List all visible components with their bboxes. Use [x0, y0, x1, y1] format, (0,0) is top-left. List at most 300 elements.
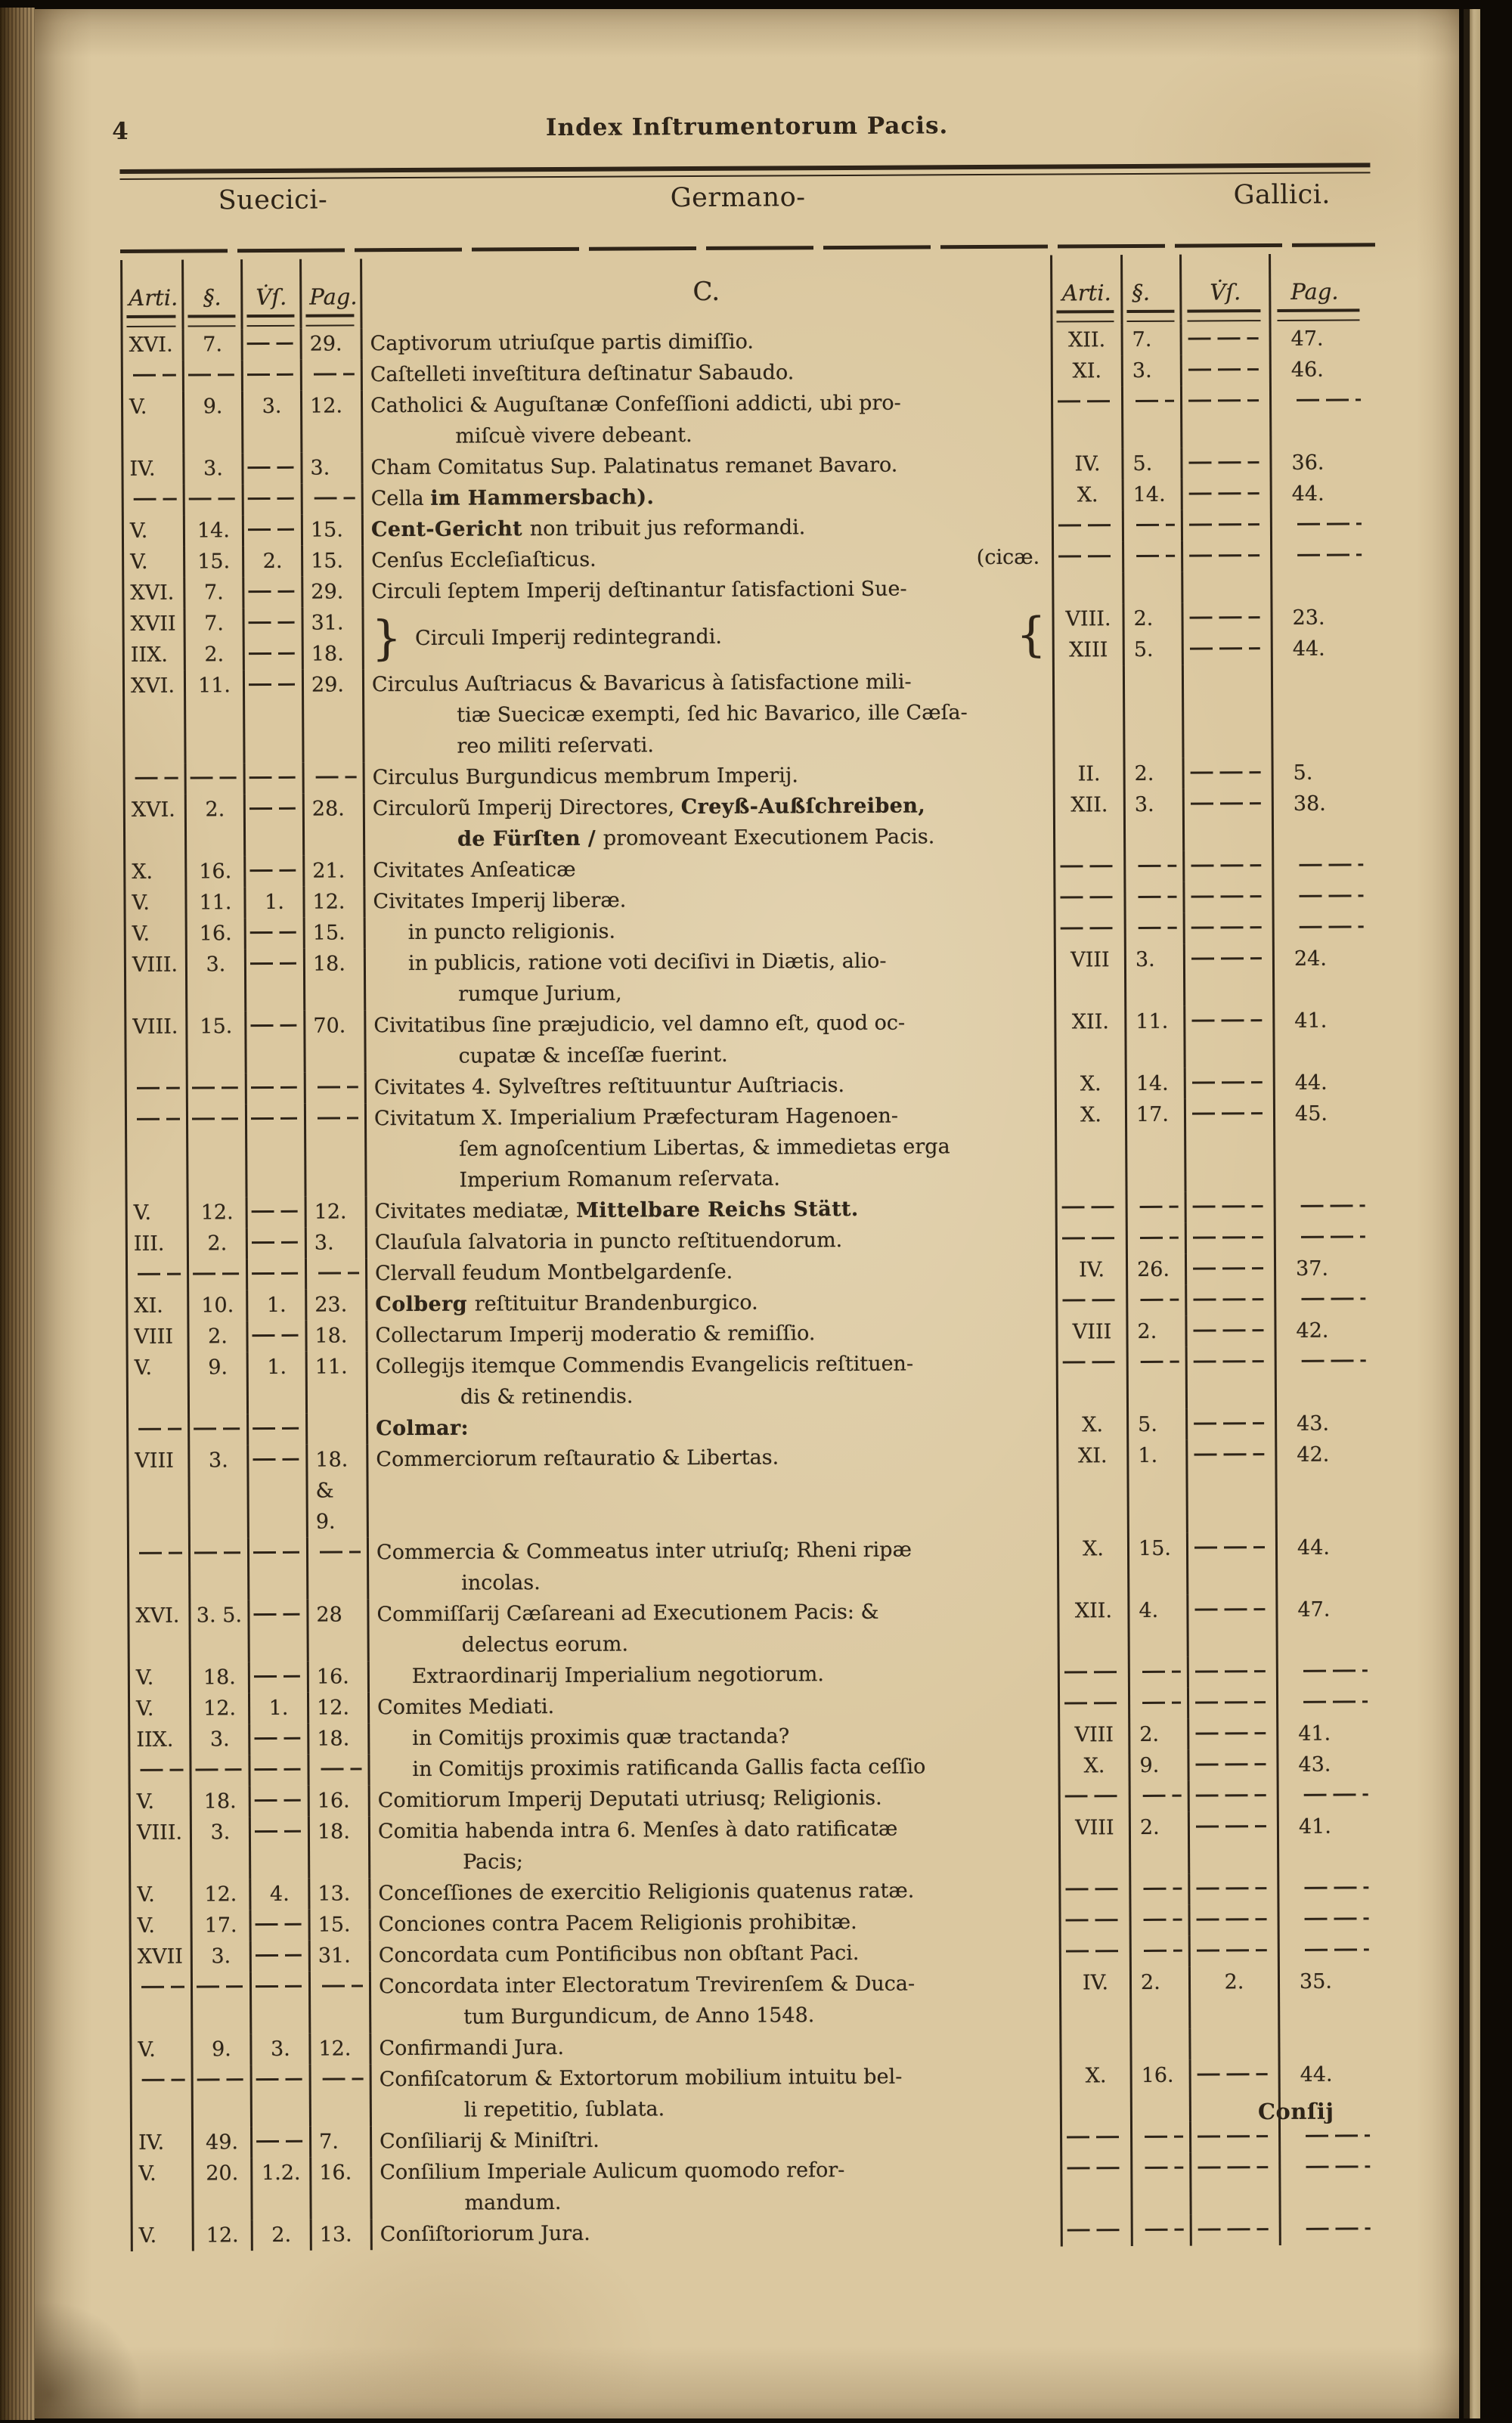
- right-paragraph-cell: [1126, 944, 1185, 1006]
- right-pag-cell: [1279, 1780, 1377, 1811]
- entry-line: [368, 1410, 1056, 1445]
- cell-value: 41.: [1294, 1009, 1328, 1033]
- left-pag-cell: [310, 1909, 370, 1940]
- right-versus-cell: [1187, 1284, 1276, 1316]
- entry-line: [367, 1193, 1055, 1228]
- cell-value: 16.: [316, 1665, 349, 1689]
- dash-mark: [1062, 2153, 1130, 2184]
- dash-mark: [1132, 386, 1180, 417]
- right-arti-cell: [1058, 1719, 1130, 1751]
- cell-value: 12.: [309, 394, 343, 418]
- dash-mark: [1191, 2059, 1278, 2091]
- left-versus-cell: [248, 1321, 307, 1352]
- left-versus-cell: [249, 1352, 308, 1414]
- entry-line: [368, 1348, 1056, 1383]
- dash-mark: [1292, 509, 1371, 541]
- dash-mark: [1182, 324, 1269, 355]
- right-paragraph-cell: [1129, 1347, 1188, 1409]
- right-paragraph-cell: [1126, 789, 1185, 851]
- dash-mark: [247, 1104, 304, 1135]
- index-row: [130, 2059, 1379, 2127]
- entry-text-cell: [370, 1658, 1058, 1693]
- dash-mark: [1058, 1347, 1126, 1378]
- left-paragraph-cell: [193, 2034, 252, 2065]
- left-paragraph-cell: [192, 1786, 251, 1817]
- page-folio: 4: [112, 117, 129, 146]
- running-title: Index Inſtrumentorum Pacis.: [545, 112, 949, 142]
- right-arti-cell: [1058, 1750, 1130, 1782]
- dash-mark: [1058, 1192, 1126, 1223]
- index-row: [125, 1098, 1374, 1198]
- entry-text: Conſiſtoriorum Jura.: [380, 2221, 590, 2247]
- entry-text-cell: [367, 1255, 1055, 1290]
- right-arti-cell: [1054, 913, 1126, 945]
- left-paragraph-cell: [187, 1011, 246, 1073]
- dash-mark: [246, 1011, 303, 1042]
- right-arti-cell: [1051, 386, 1123, 449]
- entry-text-cell: [364, 666, 1053, 763]
- dash-mark: [246, 949, 303, 980]
- left-arti-cell: [122, 485, 185, 516]
- left-versus-cell: [250, 1662, 309, 1693]
- dash-mark: [249, 1445, 305, 1476]
- left-paragraph-cell: [189, 1228, 248, 1259]
- left-pag-cell: [308, 1599, 369, 1661]
- right-paragraph-cell: [1132, 2029, 1191, 2060]
- dash-mark: [243, 453, 300, 484]
- entry-line: [373, 2216, 1061, 2251]
- entry-text: Captivorum utriuſque partis dimiſſio.: [370, 330, 754, 356]
- left-arti-cell: [122, 578, 185, 609]
- cell-value: 44.: [1294, 1071, 1328, 1095]
- right-arti-cell: [1053, 851, 1126, 883]
- entry-line: [367, 1069, 1055, 1104]
- entry-text: Cham Comitatus Sup. Palatinatus remanet Bavaro.: [370, 453, 898, 480]
- column-header-arti-right: Arti.: [1050, 255, 1123, 325]
- left-pag-cell: [311, 2157, 372, 2219]
- cell-value: 41.: [1298, 1814, 1331, 1839]
- entry-text-cell: [372, 2123, 1060, 2158]
- entry-text-cell: [370, 1813, 1058, 1879]
- dash-mark: [1060, 1657, 1128, 1688]
- entry-line: [372, 2185, 1060, 2220]
- entry-line: [367, 1162, 1055, 1197]
- left-paragraph-cell: [187, 887, 246, 918]
- cell-value: 5.: [1293, 761, 1313, 785]
- entry-text-cell: [371, 1968, 1059, 2034]
- right-pag-cell: [1275, 1098, 1374, 1191]
- cell-value: V.: [133, 1201, 152, 1225]
- right-versus-cell: [1182, 448, 1272, 479]
- dash-mark: [1187, 1222, 1274, 1254]
- cell-value: 14.: [1136, 1071, 1169, 1095]
- dash-mark: [1185, 851, 1272, 882]
- left-pag-cell: [311, 1971, 371, 2033]
- left-pag-cell: [309, 1661, 370, 1692]
- dash-mark: [1061, 1874, 1129, 1905]
- entry-line: [367, 1286, 1055, 1321]
- dash-mark: [1136, 913, 1183, 944]
- left-pag-cell: [302, 359, 363, 390]
- dash-mark: [318, 1971, 369, 2002]
- table-header-row: [120, 253, 1369, 330]
- entry-line: [363, 418, 1051, 453]
- cell-value: 36.: [1291, 451, 1325, 475]
- cell-value: 35.: [1299, 1969, 1333, 1994]
- right-paragraph-cell: [1131, 1781, 1190, 1812]
- left-paragraph-cell: [190, 1445, 249, 1538]
- right-paragraph-cell: [1124, 572, 1183, 603]
- cell-value: XI.: [1078, 1444, 1108, 1468]
- left-arti-cell: [125, 1291, 189, 1321]
- entry-text-cell: [365, 759, 1053, 794]
- index-table: [120, 253, 1380, 2251]
- cell-value: 47.: [1290, 327, 1324, 351]
- entry-text: Civitatum X. Imperialium Præfecturam Hagenoen-: [373, 1104, 899, 1131]
- left-arti-cell: [122, 516, 185, 547]
- entry-text: mandum.: [464, 2190, 562, 2215]
- dash-mark: [1299, 1873, 1377, 1904]
- left-versus-cell: [253, 2065, 311, 2127]
- entry-text: reſtituitur Brandenburgico.: [474, 1291, 758, 1316]
- right-versus-cell: [1182, 324, 1272, 355]
- right-versus-cell: [1183, 510, 1272, 541]
- dash-mark: [251, 1910, 308, 1941]
- left-pag-cell: [308, 1413, 368, 1444]
- dash-mark: [1191, 2121, 1278, 2153]
- right-arti-cell: [1053, 882, 1126, 914]
- entry-text: in Comitijs proximis ratificanda Gallis facta ceſſio: [412, 1755, 926, 1782]
- left-versus-cell: [244, 608, 303, 670]
- left-versus-cell: [243, 391, 302, 453]
- cell-value: 11.: [314, 1355, 348, 1379]
- cell-value: 12.: [317, 1696, 350, 1720]
- cell-value: XII.: [1070, 793, 1108, 817]
- entry-text-cell: [364, 511, 1052, 546]
- dash-mark: [244, 577, 301, 608]
- right-arti-cell: [1055, 1254, 1128, 1286]
- cell-value: IIX.: [136, 1727, 174, 1752]
- left-arti-cell: [129, 1786, 192, 1817]
- dash-mark: [132, 764, 184, 795]
- dash-mark: [1140, 1874, 1188, 1905]
- left-versus-cell: [245, 670, 305, 763]
- left-versus-cell: [251, 1817, 310, 1879]
- entry-text: Commercia & Commeatus inter utriuſq; Rheni ripæ: [376, 1538, 912, 1565]
- left-versus-cell: [244, 577, 303, 608]
- entry-text: Conceſſiones de exercitio Religionis quatenus ratæ.: [378, 1879, 915, 1906]
- entry-text: Comitia habenda intra 6. Menſes à dato ratificatæ: [377, 1817, 898, 1844]
- right-paragraph-cell: [1127, 1099, 1187, 1192]
- entry-line: [366, 945, 1054, 980]
- right-pag-cell: [1278, 1749, 1377, 1780]
- dash-mark: [312, 762, 363, 793]
- entry-line: [370, 1689, 1058, 1724]
- entry-line: [363, 325, 1051, 360]
- cell-value: 47.: [1297, 1597, 1331, 1622]
- dash-mark: [135, 1538, 188, 1569]
- entry-line: [365, 759, 1053, 794]
- left-versus-cell: [252, 1941, 311, 1972]
- left-pag-cell: [312, 2219, 373, 2250]
- left-versus-cell: [249, 1538, 308, 1600]
- right-paragraph-cell: [1128, 1254, 1187, 1285]
- entry-line: [363, 356, 1051, 391]
- right-versus-cell: [1188, 1439, 1278, 1533]
- cell-value: 5.: [1138, 1412, 1157, 1436]
- cell-value: 23.: [314, 1293, 348, 1317]
- cell-value: IV.: [1082, 1971, 1109, 1995]
- dash-mark: [138, 1972, 191, 2003]
- cell-value: V.: [135, 1665, 154, 1690]
- right-arti-cell: [1060, 2122, 1132, 2154]
- entry-text: Creyß-Außſchreiben,: [680, 794, 926, 820]
- cell-value: 3.: [270, 2037, 290, 2061]
- cell-value: 12.: [204, 1882, 237, 1907]
- right-arti-cell: [1060, 2060, 1132, 2123]
- right-arti-cell: [1054, 944, 1126, 1007]
- entry-line: [364, 542, 1052, 577]
- cell-value: XVI.: [129, 333, 173, 357]
- right-paragraph-cell: [1125, 665, 1185, 758]
- entry-text-cell: [367, 1224, 1055, 1259]
- left-arti-cell: [121, 330, 184, 361]
- entry-line: [366, 914, 1054, 949]
- left-versus-cell: [252, 1972, 311, 2034]
- cell-value: 2.: [1139, 1815, 1160, 1839]
- dash-mark: [1142, 2122, 1189, 2153]
- right-versus-cell: [1190, 1873, 1279, 1905]
- dash-mark: [191, 1755, 248, 1786]
- entry-line: [365, 790, 1053, 825]
- cell-value: XI.: [1072, 359, 1102, 383]
- index-row: [122, 540, 1371, 578]
- cell-value: V.: [138, 2161, 156, 2186]
- entry-text-cell: [372, 2061, 1060, 2127]
- page-content: [112, 101, 1374, 2248]
- entry-text: Civitates mediatæ,: [374, 1198, 577, 1224]
- left-arti-cell: [128, 1662, 191, 1693]
- dash-mark: [1291, 385, 1370, 417]
- cell-value: VIII: [1074, 1723, 1114, 1747]
- entry-text-cell: [373, 2216, 1061, 2251]
- dash-mark: [1190, 1873, 1277, 1905]
- cell-value: 7.: [319, 2130, 339, 2154]
- right-versus-cell: [1185, 851, 1274, 882]
- entry-text: Civitates Anſeaticæ: [373, 857, 576, 883]
- right-arti-cell: [1054, 1006, 1126, 1069]
- cell-value: X.: [132, 860, 153, 884]
- right-arti-cell: [1052, 603, 1124, 666]
- left-arti-cell: [125, 1321, 189, 1352]
- entry-text: Catholici & Auguſtanæ Confeſſioni addicti, ubi pro-: [370, 391, 901, 418]
- right-versus-cell: [1189, 1749, 1278, 1781]
- cell-value: 2.: [271, 2223, 292, 2247]
- left-pag-cell: [310, 1785, 370, 1816]
- right-versus-cell: [1186, 1098, 1276, 1192]
- cell-value: 15.: [200, 1015, 233, 1039]
- dash-mark: [193, 1972, 249, 2003]
- next-page-edge: [1464, 9, 1480, 2418]
- dash-mark: [1061, 1905, 1129, 1936]
- left-paragraph-cell: [192, 1879, 251, 1910]
- entry-line: [364, 480, 1052, 515]
- cell-value: 2.: [208, 1325, 228, 1349]
- cell-value: XVII: [130, 612, 176, 636]
- entry-text: Concordata cum Pontificibus non obſtant Paci.: [378, 1941, 860, 1968]
- dash-mark: [1187, 1315, 1274, 1347]
- catchword: Conſij: [1257, 2098, 1334, 2125]
- index-row: [129, 1966, 1378, 2034]
- dash-mark: [1058, 1285, 1126, 1316]
- cell-value: 31.: [311, 611, 344, 635]
- cell-value: 15.: [310, 518, 343, 542]
- entry-text: Pacis;: [463, 1850, 524, 1874]
- cell-value: 37.: [1295, 1256, 1329, 1281]
- dash-mark: [1296, 1191, 1374, 1222]
- entry-text: Circulus Burgundicus membrum Imperij.: [372, 764, 798, 790]
- entry-text: Commerciorum reſtauratio & Libertas.: [376, 1445, 779, 1472]
- dash-mark: [1189, 1749, 1276, 1781]
- left-paragraph-cell: [187, 763, 246, 794]
- cell-value: 21.: [312, 859, 345, 883]
- left-paragraph-cell: [191, 1724, 250, 1755]
- dash-mark: [317, 1754, 367, 1785]
- entry-text: tum Burgundicum, de Anno 1548.: [463, 2003, 815, 2029]
- entry-text: Cella: [370, 486, 431, 511]
- right-arti-cell: [1058, 1874, 1131, 1906]
- right-pag-cell: [1276, 1222, 1374, 1253]
- left-paragraph-cell: [193, 1941, 252, 1972]
- left-paragraph-cell: [186, 670, 246, 763]
- right-pag-cell: [1278, 1687, 1377, 1718]
- right-paragraph-cell: [1126, 913, 1185, 944]
- entry-line: [370, 1720, 1058, 1755]
- right-pag-cell: [1280, 1966, 1378, 2028]
- dash-mark: [1140, 1781, 1188, 1812]
- cell-value: 9.: [315, 1510, 336, 1534]
- dash-mark: [1182, 448, 1269, 479]
- cell-value: XII.: [1067, 328, 1106, 352]
- entry-line: [370, 1844, 1058, 1879]
- dash-mark: [253, 2127, 309, 2158]
- dash-mark: [1142, 2215, 1190, 2246]
- left-paragraph-cell: [187, 918, 246, 949]
- cell-value: 16.: [319, 2161, 352, 2185]
- left-pag-cell: [305, 886, 365, 917]
- left-arti-cell: [121, 392, 184, 454]
- left-arti-cell: [129, 1879, 192, 1910]
- left-pag-cell: [303, 545, 364, 576]
- right-versus-cell: [1188, 1532, 1278, 1595]
- right-arti-cell: [1052, 572, 1124, 604]
- dash-mark: [314, 1072, 364, 1103]
- right-paragraph-cell: [1129, 1595, 1188, 1657]
- entry-text: Cenſus Eccleſiaſticus.: [371, 547, 596, 573]
- entry-text-cell: [365, 790, 1053, 856]
- left-paragraph-cell: [194, 2220, 253, 2251]
- entry-text: Civitates 4. Sylveſtres reſtituuntur Auſtriacis.: [373, 1073, 845, 1100]
- right-pag-cell: [1272, 478, 1371, 510]
- left-versus-cell: [246, 763, 305, 794]
- index-row: [122, 664, 1372, 764]
- cell-value: 3.: [314, 1231, 334, 1255]
- right-arti-cell: [1055, 1192, 1128, 1224]
- dash-mark: [1188, 1594, 1275, 1626]
- cell-value: 15.: [311, 549, 344, 573]
- cell-value: V.: [137, 1882, 155, 1907]
- dash-mark: [185, 484, 242, 515]
- entry-line: [367, 1317, 1055, 1352]
- entry-text: (cicæ.: [976, 545, 1040, 570]
- entry-text-cell: [363, 387, 1051, 453]
- right-versus-cell: [1188, 1346, 1277, 1409]
- cell-value: 18. &: [315, 1448, 349, 1503]
- entry-text-cell: [366, 1007, 1054, 1073]
- cell-value: VIII.: [136, 1820, 183, 1845]
- left-versus-cell: [253, 2127, 311, 2158]
- right-pag-cell: [1272, 447, 1370, 479]
- dash-mark: [1190, 1780, 1277, 1812]
- right-pag-cell: [1275, 943, 1373, 1005]
- left-paragraph-cell: [191, 1538, 249, 1600]
- left-pag-cell: [307, 1320, 367, 1351]
- left-paragraph-cell: [189, 1321, 248, 1352]
- section-header-gallici: Gallici.: [1233, 179, 1331, 211]
- right-versus-cell: [1183, 572, 1272, 603]
- left-versus-cell: [248, 1197, 307, 1228]
- entry-text: miſcuè vivere debeant.: [455, 423, 692, 448]
- entry-line: [366, 1038, 1054, 1073]
- cell-value: 28: [316, 1603, 342, 1627]
- dash-mark: [1186, 1067, 1273, 1099]
- cell-value: 3.: [210, 1820, 231, 1845]
- cell-value: V.: [129, 395, 147, 419]
- right-paragraph-cell: [1127, 1068, 1186, 1099]
- cell-value: 12.: [314, 1200, 347, 1224]
- left-versus-cell: [253, 2220, 312, 2251]
- cell-value: IV.: [129, 457, 156, 481]
- entry-text-cell: [368, 1348, 1056, 1414]
- cell-value: 1.: [1138, 1443, 1158, 1467]
- right-versus-cell: [1183, 479, 1272, 510]
- left-paragraph-cell: [191, 1693, 250, 1724]
- left-pag-cell: [309, 1723, 370, 1754]
- dash-mark: [1054, 510, 1122, 541]
- dash-mark: [1185, 912, 1272, 944]
- entry-text-cell: [370, 1720, 1058, 1755]
- dash-mark: [184, 360, 241, 391]
- entry-text-cell: [363, 356, 1051, 391]
- dash-mark: [1185, 1005, 1272, 1037]
- left-paragraph-cell: [189, 1290, 248, 1321]
- left-versus-cell: [246, 949, 305, 1011]
- right-versus-cell: [1182, 355, 1272, 386]
- entry-line: [367, 1224, 1055, 1259]
- dash-mark: [1189, 1656, 1276, 1688]
- entry-line: [372, 2092, 1060, 2127]
- entry-line: [367, 1255, 1055, 1290]
- right-arti-cell: [1055, 1099, 1128, 1193]
- cell-value: XVI.: [131, 798, 175, 822]
- cell-value: 18.: [317, 1727, 350, 1751]
- left-arti-cell: [128, 1755, 191, 1786]
- right-versus-cell: [1188, 1408, 1277, 1440]
- right-paragraph-cell: [1124, 541, 1183, 572]
- right-paragraph-cell: [1126, 882, 1185, 913]
- entry-text: Clauſula ſalvatoria in puncto reſtituendorum.: [374, 1229, 843, 1255]
- right-paragraph-cell: [1124, 510, 1183, 541]
